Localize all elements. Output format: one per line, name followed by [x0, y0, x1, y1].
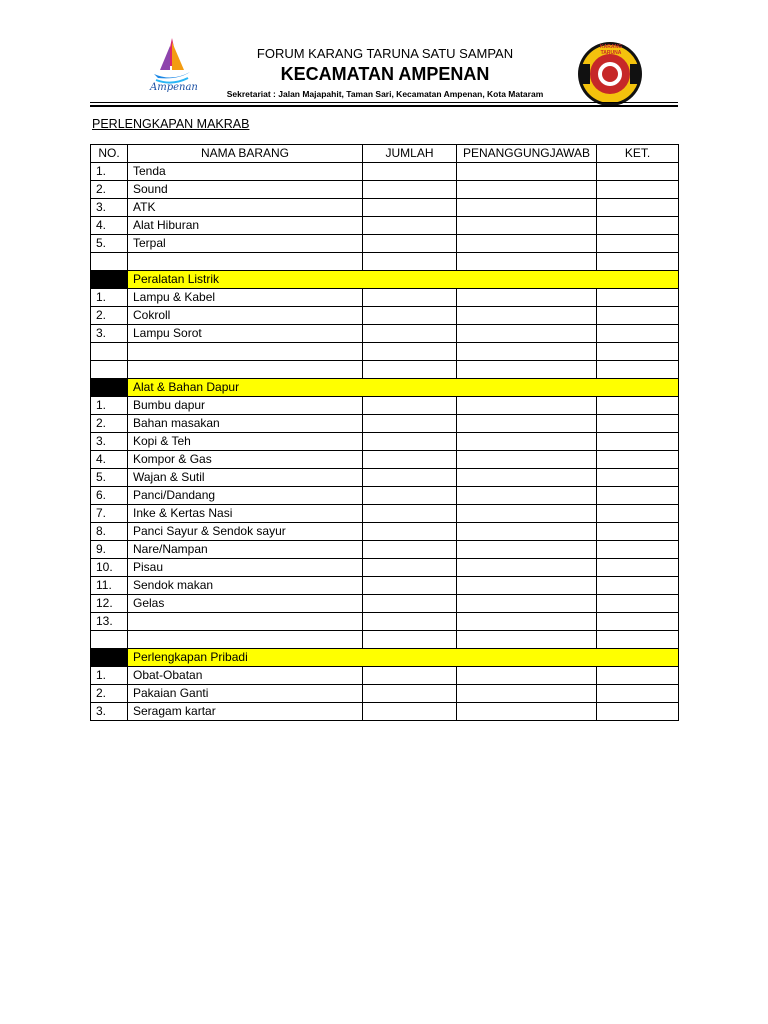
item-name: Gelas	[128, 595, 363, 613]
item-number: 11.	[91, 577, 128, 595]
item-person-in-charge	[457, 253, 597, 271]
item-name: Panci Sayur & Sendok sayur	[128, 523, 363, 541]
table-row	[91, 181, 679, 199]
header-no: NO.	[91, 145, 128, 163]
item-quantity	[363, 577, 457, 595]
category-row	[91, 649, 679, 667]
table-row	[91, 613, 679, 631]
item-notes	[597, 181, 679, 199]
item-quantity	[363, 343, 457, 361]
item-quantity	[363, 217, 457, 235]
item-person-in-charge	[457, 577, 597, 595]
organization-name: FORUM KARANG TARUNA SATU SAMPAN	[256, 46, 514, 61]
item-number: 9.	[91, 541, 128, 559]
item-name	[128, 253, 363, 271]
item-notes	[597, 217, 679, 235]
item-person-in-charge	[457, 685, 597, 703]
item-quantity	[363, 289, 457, 307]
item-person-in-charge	[457, 361, 597, 379]
equipment-table	[90, 144, 679, 721]
header-person-in-charge: PENANGGUNGJAWAB	[457, 145, 597, 163]
item-person-in-charge	[457, 433, 597, 451]
table-header-row	[91, 145, 679, 163]
category-label: Peralatan Listrik	[128, 271, 679, 289]
table-row	[91, 631, 679, 649]
item-number	[91, 253, 128, 271]
table-row	[91, 703, 679, 721]
category-row	[91, 379, 679, 397]
item-quantity	[363, 505, 457, 523]
item-notes	[597, 613, 679, 631]
category-label: Alat & Bahan Dapur	[128, 379, 679, 397]
item-number: 4.	[91, 451, 128, 469]
item-quantity	[363, 235, 457, 253]
secretariat-address: Sekretariat : Jalan Majapahit, Taman Sari, Kecamatan Ampenan, Kota Mataram	[226, 89, 544, 99]
item-name: Cokroll	[128, 307, 363, 325]
table-row	[91, 361, 679, 379]
item-name: Bumbu dapur	[128, 397, 363, 415]
item-number: 1.	[91, 289, 128, 307]
item-quantity	[363, 541, 457, 559]
item-quantity	[363, 433, 457, 451]
item-number	[91, 631, 128, 649]
item-quantity	[363, 703, 457, 721]
item-name: Panci/Dandang	[128, 487, 363, 505]
item-person-in-charge	[457, 523, 597, 541]
item-notes	[597, 631, 679, 649]
item-number: 3.	[91, 199, 128, 217]
table-row	[91, 595, 679, 613]
item-number: 8.	[91, 523, 128, 541]
item-quantity	[363, 451, 457, 469]
table-row	[91, 667, 679, 685]
item-person-in-charge	[457, 487, 597, 505]
item-person-in-charge	[457, 703, 597, 721]
item-notes	[597, 487, 679, 505]
item-notes	[597, 703, 679, 721]
item-name	[128, 361, 363, 379]
ampenan-logo-text: Ampenan	[150, 82, 198, 93]
item-quantity	[363, 163, 457, 181]
header-quantity: JUMLAH	[363, 145, 457, 163]
item-quantity	[363, 487, 457, 505]
item-person-in-charge	[457, 631, 597, 649]
section-title: PERLENGKAPAN MAKRAB	[92, 117, 250, 131]
table-row	[91, 235, 679, 253]
item-number: 5.	[91, 469, 128, 487]
item-quantity	[363, 685, 457, 703]
item-notes	[597, 559, 679, 577]
table-row	[91, 559, 679, 577]
item-notes	[597, 541, 679, 559]
item-person-in-charge	[457, 181, 597, 199]
item-notes	[597, 469, 679, 487]
district-title: KECAMATAN AMPENAN	[280, 64, 490, 84]
item-notes	[597, 667, 679, 685]
item-person-in-charge	[457, 163, 597, 181]
item-number: 13.	[91, 613, 128, 631]
item-person-in-charge	[457, 469, 597, 487]
item-person-in-charge	[457, 541, 597, 559]
item-notes	[597, 199, 679, 217]
item-quantity	[363, 559, 457, 577]
table-row	[91, 451, 679, 469]
item-person-in-charge	[457, 415, 597, 433]
table-row	[91, 199, 679, 217]
item-number: 12.	[91, 595, 128, 613]
item-quantity	[363, 613, 457, 631]
table-row	[91, 163, 679, 181]
item-quantity	[363, 667, 457, 685]
table-row	[91, 577, 679, 595]
item-number: 3.	[91, 703, 128, 721]
item-name	[128, 343, 363, 361]
item-quantity	[363, 199, 457, 217]
category-row	[91, 271, 679, 289]
item-notes	[597, 685, 679, 703]
category-marker	[91, 379, 128, 397]
item-notes	[597, 235, 679, 253]
item-number: 2.	[91, 415, 128, 433]
table-row	[91, 469, 679, 487]
item-notes	[597, 595, 679, 613]
item-notes	[597, 451, 679, 469]
item-name: ATK	[128, 199, 363, 217]
category-marker	[91, 271, 128, 289]
item-person-in-charge	[457, 667, 597, 685]
item-quantity	[363, 595, 457, 613]
header-notes: KET.	[597, 145, 679, 163]
item-notes	[597, 433, 679, 451]
category-label: Perlengkapan Pribadi	[128, 649, 679, 667]
table-body	[91, 163, 679, 721]
category-marker	[91, 649, 128, 667]
item-person-in-charge	[457, 451, 597, 469]
item-person-in-charge	[457, 595, 597, 613]
table-row	[91, 415, 679, 433]
item-name: Nare/Nampan	[128, 541, 363, 559]
item-name: Sound	[128, 181, 363, 199]
item-person-in-charge	[457, 325, 597, 343]
item-person-in-charge	[457, 217, 597, 235]
item-notes	[597, 253, 679, 271]
table-row	[91, 253, 679, 271]
item-notes	[597, 361, 679, 379]
item-name: Pakaian Ganti	[128, 685, 363, 703]
table-row	[91, 325, 679, 343]
item-number: 2.	[91, 685, 128, 703]
item-name: Lampu & Kabel	[128, 289, 363, 307]
header-divider-thin	[90, 102, 678, 103]
header-divider-thick	[90, 105, 678, 107]
table-row	[91, 217, 679, 235]
item-quantity	[363, 253, 457, 271]
item-number: 1.	[91, 667, 128, 685]
item-notes	[597, 163, 679, 181]
item-number	[91, 361, 128, 379]
table-row	[91, 487, 679, 505]
letterhead	[90, 30, 678, 104]
karang-taruna-emblem-text: KARANG TARUNA	[600, 44, 622, 56]
item-number: 5.	[91, 235, 128, 253]
item-name	[128, 631, 363, 649]
item-person-in-charge	[457, 235, 597, 253]
item-quantity	[363, 325, 457, 343]
item-quantity	[363, 523, 457, 541]
item-person-in-charge	[457, 307, 597, 325]
item-notes	[597, 307, 679, 325]
item-quantity	[363, 181, 457, 199]
table-row	[91, 397, 679, 415]
item-person-in-charge	[457, 559, 597, 577]
item-number	[91, 343, 128, 361]
item-number: 4.	[91, 217, 128, 235]
item-notes	[597, 289, 679, 307]
item-person-in-charge	[457, 613, 597, 631]
item-name: Bahan masakan	[128, 415, 363, 433]
item-notes	[597, 325, 679, 343]
item-quantity	[363, 415, 457, 433]
item-notes	[597, 343, 679, 361]
item-number: 7.	[91, 505, 128, 523]
item-name: Kopi & Teh	[128, 433, 363, 451]
item-quantity	[363, 397, 457, 415]
item-name: Lampu Sorot	[128, 325, 363, 343]
table-row	[91, 523, 679, 541]
item-notes	[597, 523, 679, 541]
item-name: Tenda	[128, 163, 363, 181]
item-notes	[597, 505, 679, 523]
table-row	[91, 505, 679, 523]
item-number: 1.	[91, 397, 128, 415]
item-number: 2.	[91, 307, 128, 325]
item-name: Obat-Obatan	[128, 667, 363, 685]
item-name: Terpal	[128, 235, 363, 253]
table-row	[91, 541, 679, 559]
item-name: Inke & Kertas Nasi	[128, 505, 363, 523]
item-notes	[597, 415, 679, 433]
table-row	[91, 343, 679, 361]
item-number: 3.	[91, 433, 128, 451]
table-row	[91, 289, 679, 307]
item-person-in-charge	[457, 505, 597, 523]
item-quantity	[363, 469, 457, 487]
item-number: 10.	[91, 559, 128, 577]
item-notes	[597, 397, 679, 415]
table-row	[91, 685, 679, 703]
item-name: Pisau	[128, 559, 363, 577]
table-row	[91, 433, 679, 451]
header-item-name: NAMA BARANG	[128, 145, 363, 163]
item-name	[128, 613, 363, 631]
item-name: Alat Hiburan	[128, 217, 363, 235]
item-name: Sendok makan	[128, 577, 363, 595]
item-number: 3.	[91, 325, 128, 343]
item-name: Wajan & Sutil	[128, 469, 363, 487]
item-person-in-charge	[457, 199, 597, 217]
item-quantity	[363, 361, 457, 379]
item-name: Kompor & Gas	[128, 451, 363, 469]
item-number: 1.	[91, 163, 128, 181]
item-number: 2.	[91, 181, 128, 199]
item-quantity	[363, 631, 457, 649]
item-person-in-charge	[457, 343, 597, 361]
item-person-in-charge	[457, 289, 597, 307]
item-person-in-charge	[457, 397, 597, 415]
item-number: 6.	[91, 487, 128, 505]
table-row	[91, 307, 679, 325]
item-name: Seragam kartar	[128, 703, 363, 721]
item-quantity	[363, 307, 457, 325]
item-notes	[597, 577, 679, 595]
